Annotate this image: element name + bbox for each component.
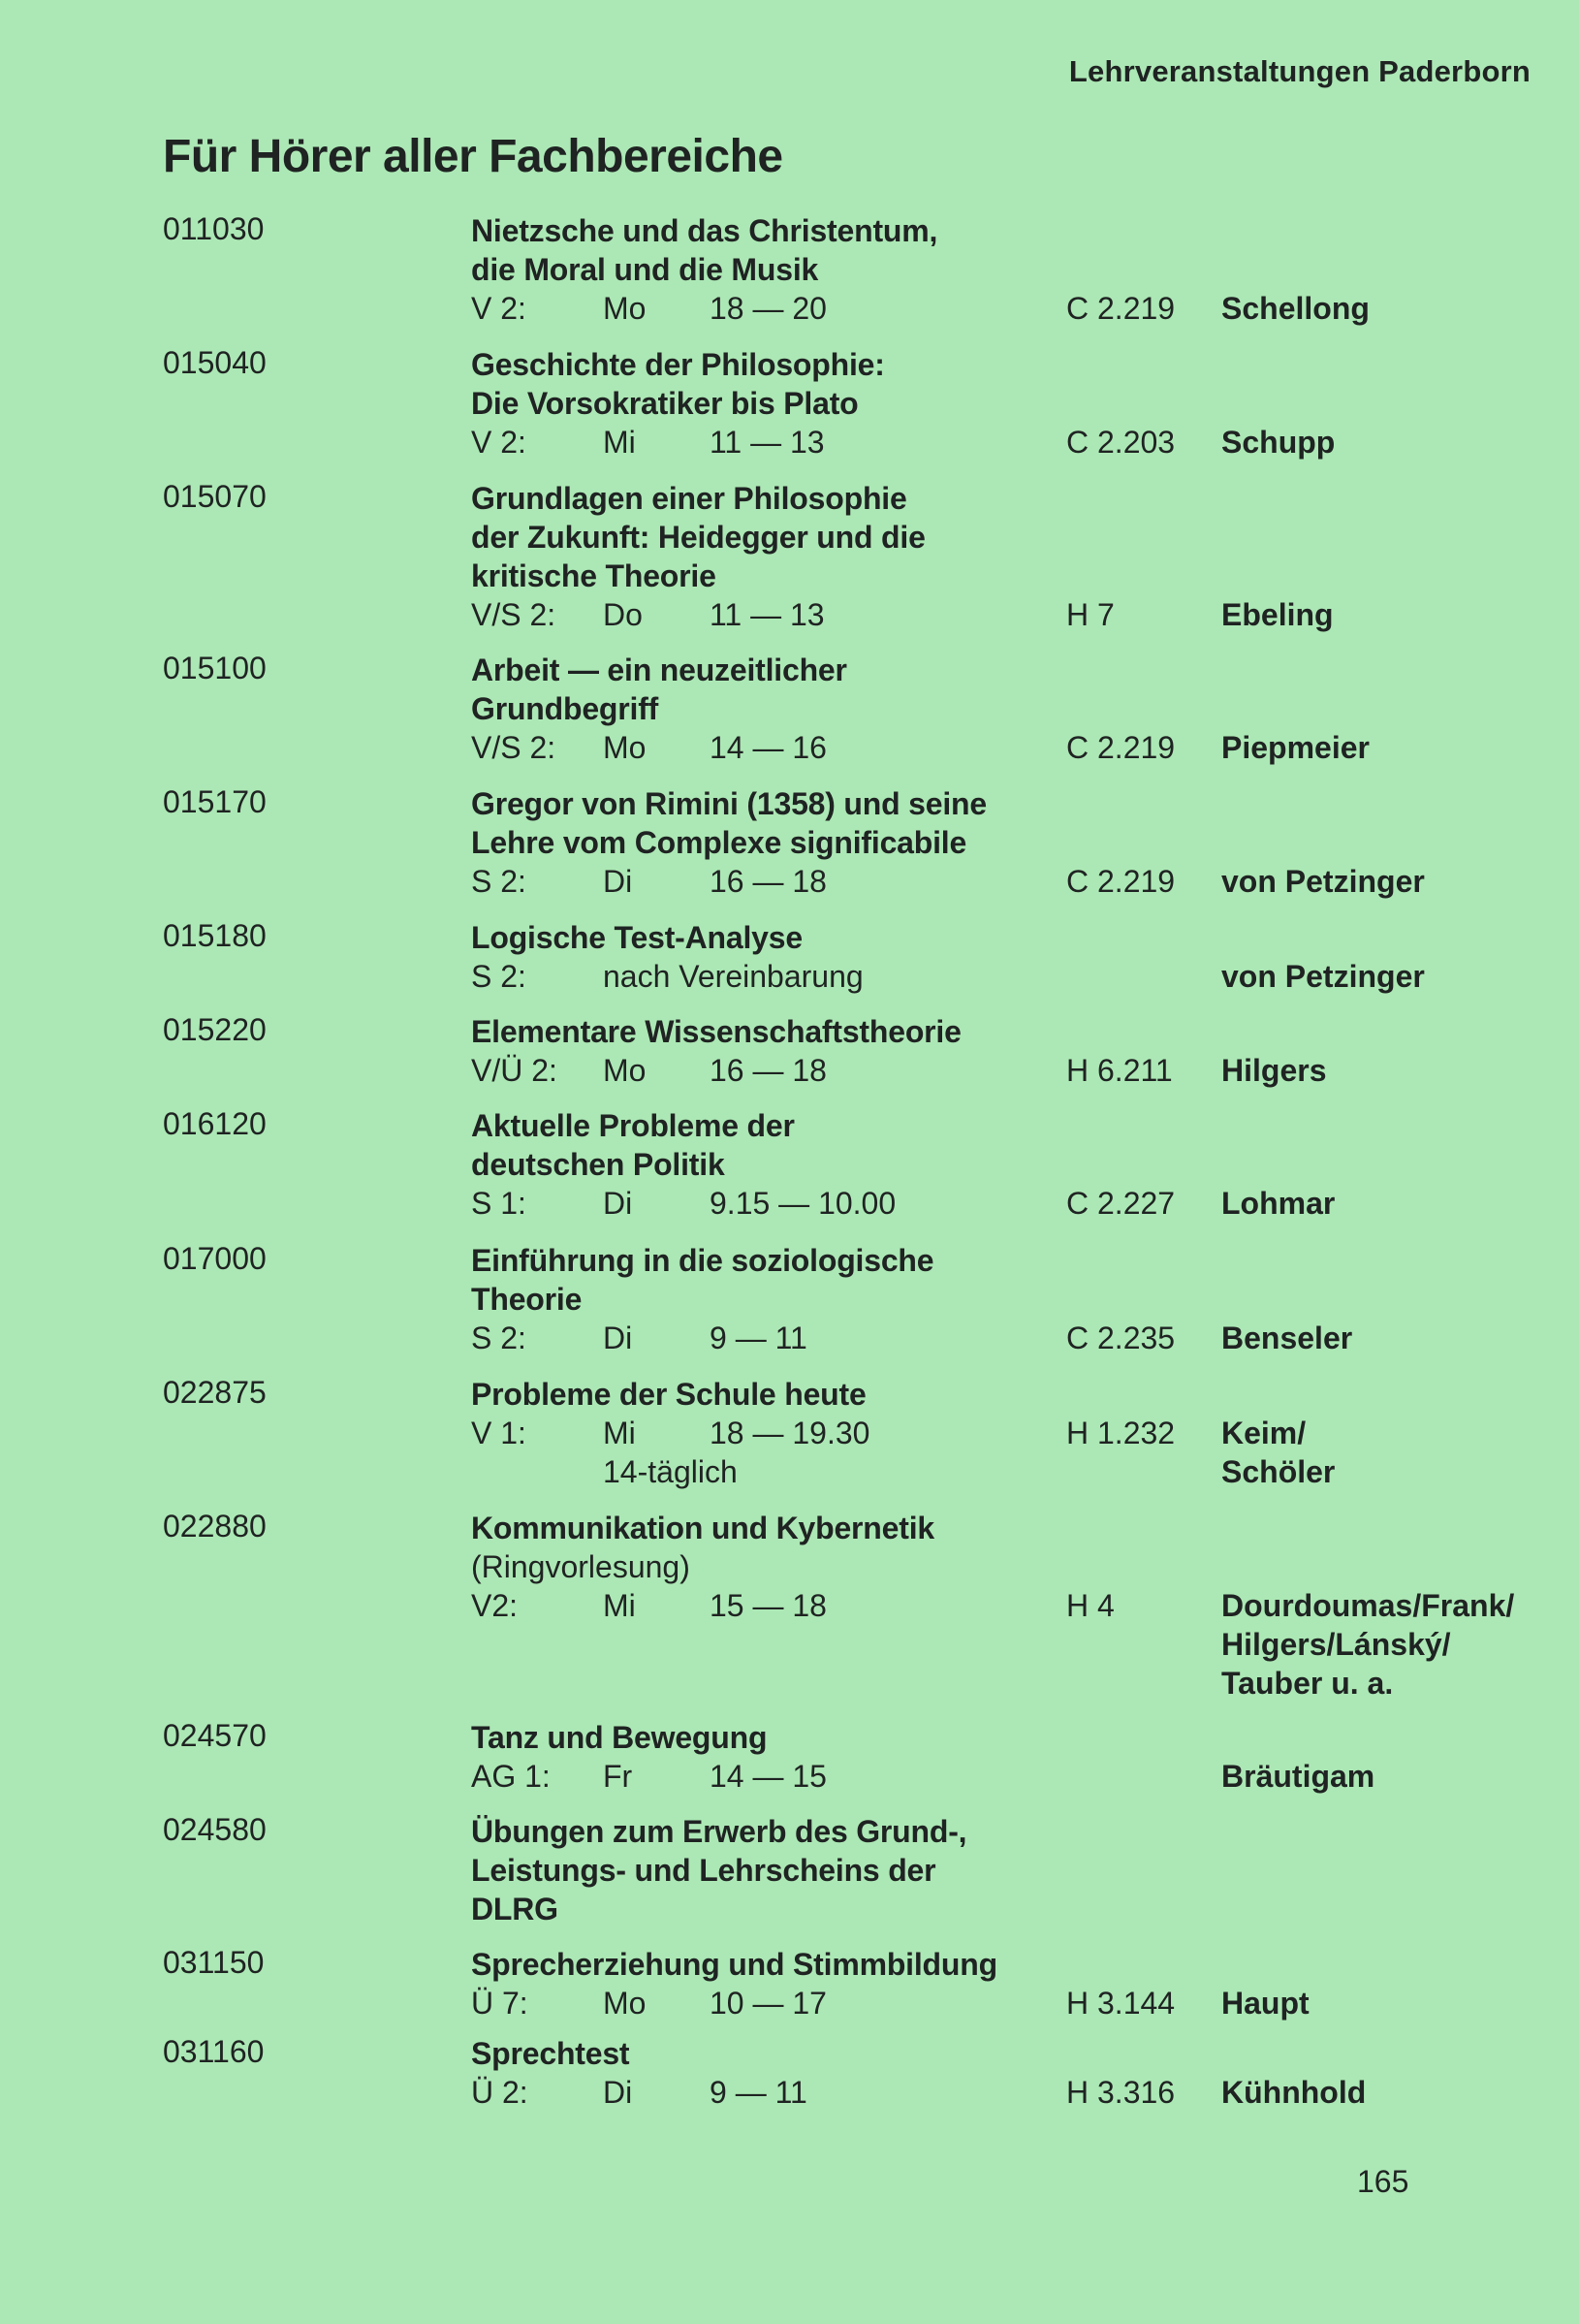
lecturer-name: Ebeling — [1221, 597, 1334, 632]
schedule-line — [471, 423, 1062, 462]
course-day: Do — [603, 597, 643, 632]
course-code: 031160 — [163, 2034, 265, 2069]
course-title-line: Arbeit — ein neuzeitlicher — [471, 653, 847, 687]
course-day: Di — [603, 864, 633, 899]
course-title-line: Tanz und Bewegung — [471, 1720, 768, 1755]
course-details — [471, 211, 1062, 328]
room: H 7 — [1066, 597, 1115, 632]
course-day: Mo — [603, 1053, 647, 1088]
course-details — [471, 1012, 1062, 1090]
course-code: 024580 — [163, 1812, 267, 1847]
course-day: Mi — [603, 1588, 636, 1623]
schedule-line — [471, 957, 1062, 996]
lecturer — [1221, 423, 1335, 462]
course-title-line: Probleme der Schule heute — [471, 1377, 867, 1412]
course-code: 015040 — [163, 345, 267, 380]
course-type: S 1: — [471, 1186, 526, 1221]
course-details — [471, 918, 1062, 996]
course-details — [471, 651, 1062, 767]
course-title-line: Geschichte der Philosophie: — [471, 347, 885, 382]
lecturer-name: Schupp — [1221, 425, 1336, 460]
course-title-line: die Moral und die Musik — [471, 252, 819, 287]
course-details — [471, 1718, 1062, 1796]
course-code: 015070 — [163, 479, 267, 514]
course-type: S 2: — [471, 864, 526, 899]
course-time: 11 — 13 — [710, 597, 825, 632]
course-note: 14-täglich — [603, 1454, 738, 1489]
lecturer-name: von Petzinger — [1221, 959, 1425, 994]
course-details — [471, 1241, 1062, 1357]
lecturer — [1221, 862, 1425, 901]
course-day: Mi — [603, 425, 636, 460]
lecturer-name: Benseler — [1221, 1321, 1353, 1355]
lecturer — [1221, 289, 1370, 328]
course-title-line: Leistungs- und Lehrscheins der — [471, 1853, 936, 1888]
lecturer — [1221, 728, 1370, 767]
lecturer — [1221, 1586, 1514, 1703]
lecturer — [1221, 957, 1425, 996]
lecturer-name: Schellong — [1221, 291, 1370, 326]
lecturer — [1221, 2073, 1366, 2112]
course-code: 015220 — [163, 1012, 267, 1047]
room: H 1.232 — [1066, 1416, 1176, 1450]
course-title-line: Sprecherziehung und Stimmbildung — [471, 1947, 997, 1982]
page-number: 165 — [1357, 2164, 1409, 2199]
course-time: 14 — 16 — [710, 730, 827, 765]
schedule-line — [471, 1757, 1062, 1796]
course-details — [471, 1945, 1062, 2022]
course-time: 9 — 11 — [710, 2075, 807, 2110]
course-time: 15 — 18 — [710, 1588, 827, 1623]
course-day: Fr — [603, 1759, 633, 1794]
course-title-line: Grundbegriff — [471, 691, 659, 726]
course-code: 022875 — [163, 1375, 267, 1410]
course-type: AG 1: — [471, 1759, 551, 1794]
section-title: Für Hörer aller Fachbereiche — [163, 131, 783, 182]
course-time: 18 — 19.30 — [710, 1416, 870, 1450]
course-code: 031150 — [163, 1945, 265, 1980]
course-title-line: Kommunikation und Kybernetik — [471, 1511, 934, 1545]
running-header: Lehrveranstaltungen Paderborn — [1068, 54, 1531, 88]
schedule-line — [471, 595, 1062, 634]
schedule-line — [471, 1586, 1062, 1625]
course-details — [471, 1106, 1062, 1223]
course-time: 16 — 18 — [710, 864, 827, 899]
course-day: Mi — [603, 1416, 636, 1450]
course-type: Ü 2: — [471, 2075, 528, 2110]
course-type: V/S 2: — [471, 597, 556, 632]
course-title-line: Nietzsche und das Christentum, — [471, 213, 938, 248]
course-type: V/Ü 2: — [471, 1053, 557, 1088]
schedule-line — [471, 1414, 1062, 1452]
course-details — [471, 2034, 1062, 2112]
course-time: 18 — 20 — [710, 291, 827, 326]
lecturer-name: Lohmar — [1221, 1186, 1336, 1221]
course-title-line: Übungen zum Erwerb des Grund-, — [471, 1814, 967, 1849]
course-type: Ü 7: — [471, 1986, 528, 2021]
lecturer-name: Keim/ — [1221, 1416, 1307, 1450]
course-details — [471, 784, 1062, 901]
course-day: Mo — [603, 291, 647, 326]
course-type: V 2: — [471, 425, 526, 460]
course-type: S 2: — [471, 959, 526, 994]
room: C 2.227 — [1066, 1186, 1176, 1221]
course-day: Mo — [603, 1986, 647, 2021]
course-time: 10 — 17 — [710, 1986, 827, 2021]
lecturer-name: Tauber u. a. — [1221, 1666, 1394, 1701]
schedule-line — [471, 728, 1062, 767]
lecturer — [1221, 1757, 1374, 1796]
lecturer — [1221, 1319, 1352, 1357]
course-day: nach Vereinbarung — [603, 959, 864, 994]
room: C 2.219 — [1066, 291, 1176, 326]
course-title-line: Lehre vom Complexe significabile — [471, 825, 967, 860]
course-title-line: deutschen Politik — [471, 1147, 725, 1182]
course-day: Mo — [603, 730, 647, 765]
lecturer-name: von Petzinger — [1221, 864, 1425, 899]
lecturer-name: Haupt — [1221, 1986, 1310, 2021]
course-code: 024570 — [163, 1718, 267, 1753]
course-code: 011030 — [163, 211, 265, 246]
lecturer-name: Dourdoumas/Frank/ — [1221, 1588, 1515, 1623]
course-time: 11 — 13 — [710, 425, 825, 460]
course-type: V 1: — [471, 1416, 526, 1450]
course-code: 015170 — [163, 784, 267, 819]
schedule-line — [471, 2073, 1062, 2112]
room: H 3.144 — [1066, 1986, 1176, 2021]
lecturer — [1221, 1414, 1335, 1491]
lecturer — [1221, 1051, 1326, 1090]
lecturer-name: Bräutigam — [1221, 1759, 1375, 1794]
course-type: V2: — [471, 1588, 519, 1623]
course-title-line: Elementare Wissenschaftstheorie — [471, 1014, 962, 1049]
schedule-line — [471, 1984, 1062, 2022]
room: H 3.316 — [1066, 2075, 1176, 2110]
course-details — [471, 1812, 1062, 1928]
room: C 2.219 — [1066, 864, 1176, 899]
course-title-line: Logische Test-Analyse — [471, 920, 803, 955]
course-type: V 2: — [471, 291, 526, 326]
course-title-line: Einführung in die soziologische — [471, 1243, 934, 1278]
course-title-line: Die Vorsokratiker bis Plato — [471, 386, 859, 421]
course-day: Di — [603, 1186, 633, 1221]
course-title-line: Sprechtest — [471, 2036, 630, 2071]
course-details — [471, 1375, 1062, 1491]
lecturer-name: Schöler — [1221, 1454, 1336, 1489]
course-code: 017000 — [163, 1241, 267, 1276]
course-type: S 2: — [471, 1321, 526, 1355]
course-time: 16 — 18 — [710, 1053, 827, 1088]
course-type: V/S 2: — [471, 730, 556, 765]
room: C 2.235 — [1066, 1321, 1176, 1355]
course-title-line: Grundlagen einer Philosophie — [471, 481, 907, 516]
course-title-line: der Zukunft: Heidegger und die — [471, 520, 926, 555]
course-details — [471, 479, 1062, 634]
course-title-line: Aktuelle Probleme der — [471, 1108, 795, 1143]
lecturer-name: Kühnhold — [1221, 2075, 1367, 2110]
course-day: Di — [603, 1321, 633, 1355]
room: H 4 — [1066, 1588, 1115, 1623]
course-code: 022880 — [163, 1509, 267, 1544]
course-time: 9.15 — 10.00 — [710, 1186, 897, 1221]
room: C 2.203 — [1066, 425, 1176, 460]
lecturer — [1221, 595, 1334, 634]
lecturer-name: Hilgers/Lánský/ — [1221, 1627, 1451, 1662]
course-subtitle: (Ringvorlesung) — [471, 1549, 690, 1584]
course-time: 14 — 15 — [710, 1759, 827, 1794]
schedule-note-line — [471, 1452, 1062, 1491]
lecturer-name: Hilgers — [1221, 1053, 1327, 1088]
schedule-line — [471, 1184, 1062, 1223]
course-code: 016120 — [163, 1106, 267, 1141]
lecturer — [1221, 1984, 1310, 2022]
schedule-line — [471, 1051, 1062, 1090]
course-title-line: DLRG — [471, 1892, 558, 1926]
course-code: 015100 — [163, 651, 267, 685]
lecturer — [1221, 1184, 1335, 1223]
course-code: 015180 — [163, 918, 267, 953]
course-details — [471, 345, 1062, 462]
course-title-line: Gregor von Rimini (1358) und seine — [471, 786, 987, 821]
room: C 2.219 — [1066, 730, 1176, 765]
schedule-line — [471, 1319, 1062, 1357]
course-time: 9 — 11 — [710, 1321, 807, 1355]
room: H 6.211 — [1066, 1053, 1173, 1088]
course-title-line: Theorie — [471, 1282, 583, 1317]
schedule-line — [471, 289, 1062, 328]
course-day: Di — [603, 2075, 633, 2110]
schedule-line — [471, 862, 1062, 901]
lecturer-name: Piepmeier — [1221, 730, 1370, 765]
course-title-line: kritische Theorie — [471, 558, 716, 593]
course-details — [471, 1509, 1062, 1625]
